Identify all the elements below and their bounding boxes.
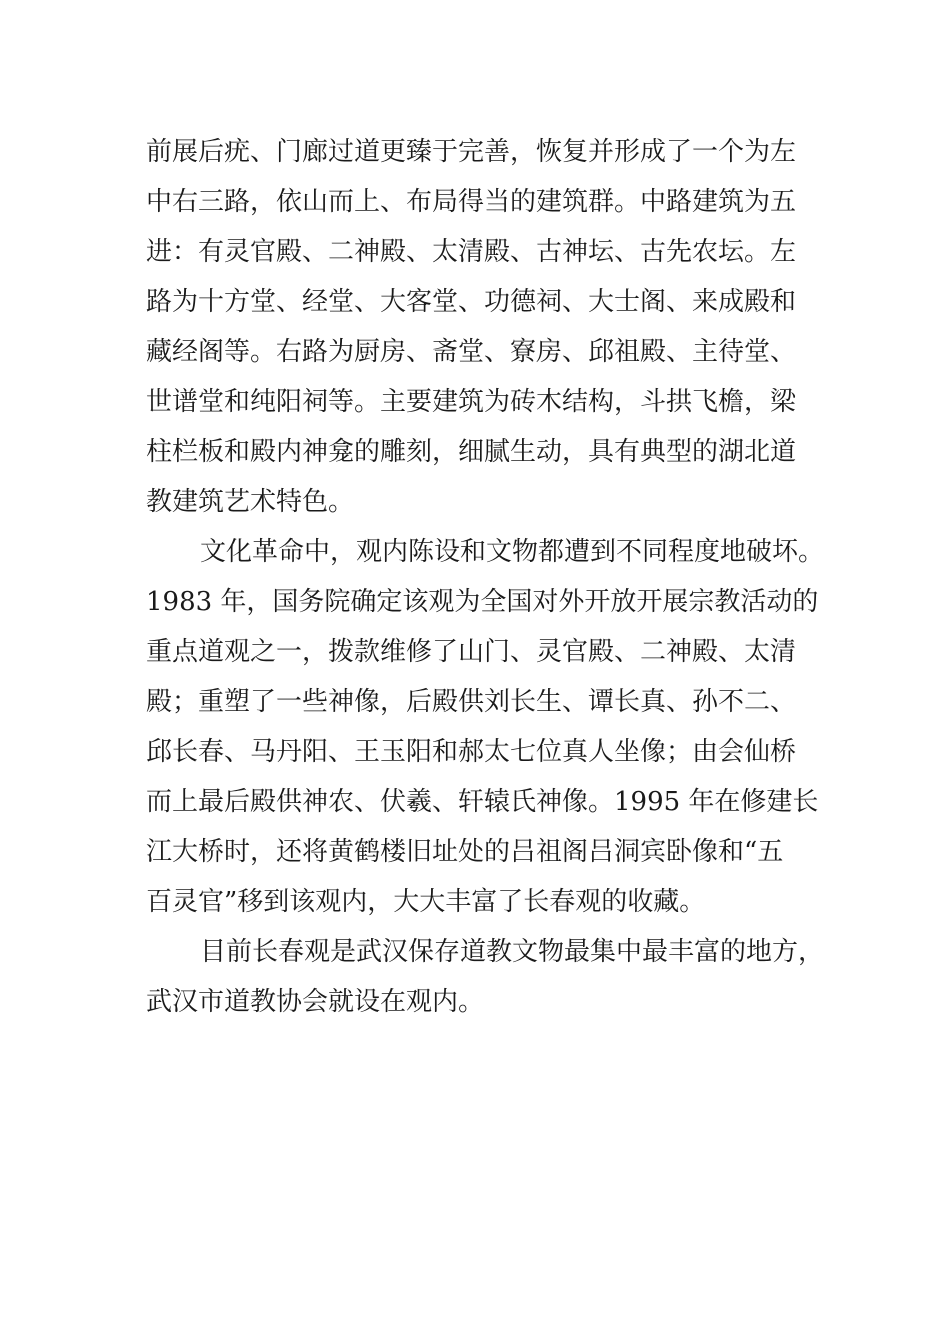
paragraph-2 [146,527,826,927]
paragraph-first-line: 文化革命中，观内陈设和文物都遭到不同程度地破坏。 [200,537,825,567]
paragraph-line: 武汉市道教协会就设在观内。 [146,987,485,1017]
paragraph-line: 路为十方堂、经堂、大客堂、功德祠、大士阁、来成殿和 [146,287,797,317]
paragraph-line: 柱栏板和殿内神龛的雕刻，细腻生动，具有典型的湖北道 [146,437,797,467]
paragraph-line: 殿；重塑了一些神像，后殿供刘长生、谭长真、孙不二、 [146,687,797,717]
paragraph-line: 中右三路，依山而上、布局得当的建筑群。中路建筑为五 [146,187,797,217]
paragraph-line: 邱长春、马丹阳、王玉阳和郝太七位真人坐像；由会仙桥 [146,737,797,767]
paragraph-line: 藏经阁等。右路为厨房、斋堂、寮房、邱祖殿、主待堂、 [146,337,797,367]
paragraph-line: 进：有灵官殿、二神殿、太清殿、古神坛、古先农坛。左 [146,237,797,267]
paragraph-line: 世谱堂和纯阳祠等。主要建筑为砖木结构，斗拱飞檐，梁 [146,387,797,417]
paragraph-line: 百灵官”移到该观内，大大丰富了长春观的收藏。 [146,887,706,917]
paragraph-line: 前展后疣、门廊过道更臻于完善，恢复并形成了一个为左 [146,137,797,167]
paragraph-first-line: 目前长春观是武汉保存道教文物最集中最丰富的地方， [200,937,825,967]
document-body [146,127,826,1027]
paragraph-line: 而上最后殿供神农、伏羲、轩辕氏神像。1995 年在修建长 [146,787,819,817]
paragraph-1 [146,127,826,527]
paragraph-line: 重点道观之一，拨款维修了山门、灵官殿、二神殿、太清 [146,637,797,667]
paragraph-line: 教建筑艺术特色。 [146,487,355,517]
paragraph-line: 江大桥时，还将黄鹤楼旧址处的吕祖阁吕洞宾卧像和“五 [146,837,784,867]
paragraph-line: 1983 年，国务院确定该观为全国对外开放开展宗教活动的 [146,587,819,617]
paragraph-3 [146,927,826,1027]
